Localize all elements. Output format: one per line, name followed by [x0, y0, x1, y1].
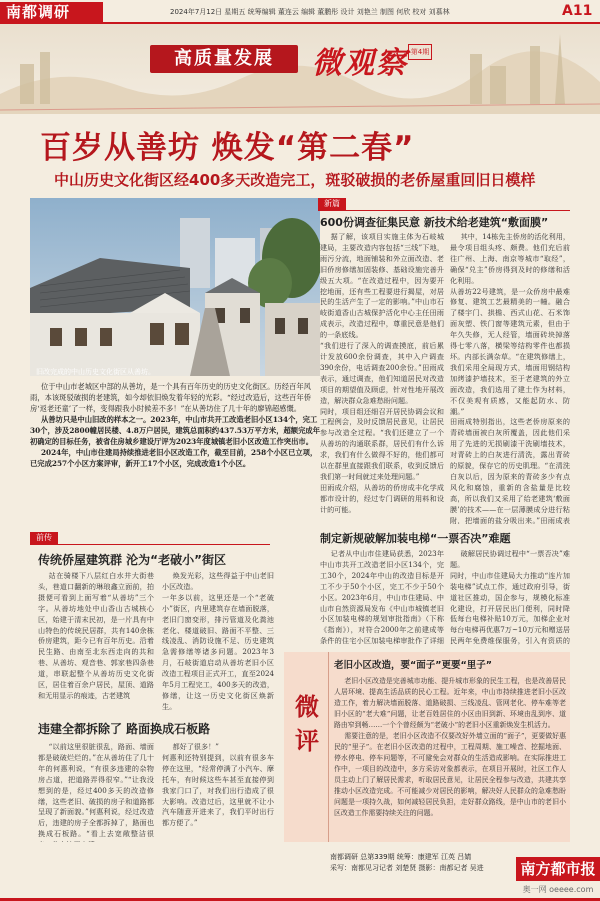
credit-line: 采写：南都见习记者 刘楚贤 摄影：南都记者 吴进: [330, 864, 484, 872]
article-text: 破解居民协调过程中“一票否决”难题。 同时，中山市住建局大力推动“连片加装电梯”试点工作，通过政府引导，街道社区推动，国企参与，规模化标准化建设，打开居民出门便利，同时降低每台电梯补贴10万元，加梯企业对每台电梯再优惠7万~10万元和赠送居民两年免费维保服务，引入有资质的: [450, 549, 570, 646]
footer-credits: [330, 852, 510, 874]
headline: 百岁从善坊 焕发“第二春”: [40, 130, 415, 166]
commentary-body: [334, 676, 566, 819]
article-text: 焕发光彩，这些得益于中山老旧小区改造。 一年多以前，这里还是一个“老破小”街区，内里建筑存在墙面脱落，老旧门窗变形，排污管道及化粪池老化、楼道破旧、路面不平整、三线凌乱、消防设施不足、历史建筑急需修缮等诸多问题。2023年3月，石岐街道启动从善坊老旧小区改造工程项目正式开工，直至2024年5月工程完工，400多天的改造，修缮，让这一历史文化街区焕新生。: [162, 571, 274, 711]
commentary-paragraph: 老旧小区改造是完善城市功能、提升城市形象的民生工程，也是改善居民人居环境、提高生活品质的民心工程。近年来，中山市持续推进老旧小区改造工作，着力解决墙面脱落、道路破损、三线凌乱、管网老化、停车难等老旧小区的“老大难”问题，让老百姓居住的小区由旧到新、环境由乱到序、道路由窄到畅……一个个曾经颇为“老破小”的老旧小区重新焕发生机活力。: [334, 677, 566, 729]
commentary-label: 微评: [295, 692, 319, 755]
article-column: [320, 232, 444, 524]
intro-paragraph: 从善坊只是中山旧改的样本之一。2023年，中山市共开工改造老旧小区134个，完工30个，涉及2800幢居民楼、4.8万户居民，建筑总面积约437.53万平方米，超额完成年初确定的目标任务，被省住房城乡建设厅评为2023年度城镇老旧小区改造工作突出市。: [30, 415, 320, 446]
article-column: [38, 742, 154, 842]
section-tag: 南都调研: [0, 2, 103, 22]
street-photo: [30, 198, 320, 376]
section-tag-qianchuan: 前传: [30, 532, 58, 544]
article-column: [450, 232, 570, 524]
commentary-title: 老旧小区改造，要“面子”更要“里子”: [334, 660, 492, 671]
article-text: 都好了很多！” 何惠利还特别提到，以前有很多车停在这里，“经常停满了小汽车、摩托车，有时候这些车甚至直接停到我家门口了，对我们出行造成了很大影响。改造过后，这里就不让小汽车随意开进来了，我们平时出行都方便了。”: [162, 742, 274, 828]
section-rule: [318, 210, 570, 211]
article-text: 其中，14栋先主侨房的活化利用，最令项目组头疼、颇费。他们充后前往广州、上海、南京等城市“取经”，确保“兑主”侨房得到及时的修缮和活化利用。 从善坊22号建筑，是一众侨房中最难修复、建筑工艺最精美的一幢。融合了楼宇门、拱檐、西式山花、石米饰面灰塑、铁门窗等建筑元素，但由于年久失修，无人经管，墙面砖块掉落得七零八落，横梁等结构零件也都损坏。内部长满杂草。“在建筑修缮上，我们采用全局现方式，墙面用钢结构加烤漆护墙技术，至于老建筑的外立面改造，我们选用了建土作为材料，不仅美观有质感，又能起防水、防潮。” 田雨成特别指出，这些老侨房原来的青砖墙面被白灰所覆盖，因此他们采用了先进的无损刷漆干洗刷墙技术，对青砖上的白灰进行清洗，露出青砖的原貌，保存它的历史肌理。“在清洗白灰以后，因为原来的青砖多少有点风化和腐蚀，重新的含盐量是比较高，所以我们又采用了给老建筑‘敷面膜’的技术——在一层薄膜成分进行粘附，把墙面的盐分吸出来。”田雨成表: [450, 232, 570, 524]
banner-skyline-illustration: [0, 24, 600, 114]
page-number: A11: [562, 3, 593, 19]
subheadline: 中山历史文化街区经400多天改造完工，斑驳破损的老侨屋重回旧日模样: [54, 171, 536, 189]
commentary-paragraph: 需要注意的是，老旧小区改造不仅要改好外墙立面的“面子”，更要做好惠民的“里子”。在老旧小区改造的过程中，工程周期、施工噪音、挖掘地面、停水停电、停车问题等，不可避免会对群众的生活造成影响。在实际推进工作中，一项目的改造中，多方采访对象都表示，在项目开展时，社区工作人员主动上门了解居民需求，听取居民意见，让居民全程参与改造，共建共享推动小区改造完成。不可能减少对居民的影响，解决好人民群众的急难愁盼问题是一项持久战，如何减轻居民负担，走好群众路线，是中山市的老旧小区改造工作需要持续关注的问题。: [334, 732, 566, 817]
banner: [0, 24, 600, 114]
article-title-mechanism: 制定新规破解加装电梯“一票否决”难题: [320, 532, 511, 545]
intro-paragraph: 2024年，中山市住建局持续推进老旧小区改造工作，截至目前，258个小区已立项，已完成257个小区方案评审，新开工17个小区，完成改造1个小区。: [30, 448, 318, 468]
article-column: [38, 571, 154, 719]
site-watermark: 奥一网 oeeee.com: [522, 885, 594, 894]
article-text: “以前这里很脏很乱，路面、墙面都是破破烂烂的。”在从善坊住了几十年的何惠利说，“有很多违建的杂物房占道，把道路弄得很窄。”“让我没想到的是，经过400多天的改造修缮，这些老旧、破损的房子和道路都呈现了新面貌。”何惠利说，经过改造后，违建的房子全都拆掉了，路面也换成石板路。“看上去宽敞整洁很: [38, 742, 154, 839]
newspaper-logo: 南方都市报: [516, 857, 600, 881]
article-title-xinpian: 600份调查征集民意 新技术给老建筑“敷面膜”: [320, 216, 549, 229]
article-title-qianchuan: 传统侨屋建筑群 沦为“老破小”街区: [38, 553, 226, 567]
banner-label: 高质量发展: [150, 45, 298, 73]
intro-text: [30, 381, 320, 469]
edition-meta: 2024年7月12日 星期五 统筹编辑 董连云 编辑 董鹏彤 设计 刘艳兰 制图 何欣 校对 刘慕林: [170, 8, 450, 16]
section-rule: [30, 544, 270, 545]
article-text: 站在骑楼下八层红白水井大街巷头，巷道口翻新的琳琅鑫立面前，拍摄便可看到上面写着“从善坊”三个字。从善坊地处中山香山古城核心区，始建于清末民初，是一片具有中山特色的传统民居群，共有140余栋侨房建筑，距今已有百年历史。沿着民生路、由南至北东西走向的共和巷、从善坊、观音巷、郭家巷四条巷道，串联起整个从善坊历史文化街区，居住着百余户居民，屋顶、道路和无用显示的痕迹，古老建筑: [38, 571, 154, 700]
photo-caption: 旧改完成的中山历史文化街区从善坊。: [36, 368, 155, 376]
section-tag-xinpian: 新篇: [318, 198, 346, 210]
credit-line: 南都调研 总第339期 统筹：康建军 江英 吕婧: [330, 853, 472, 861]
banner-issue-badge: 第4期: [408, 44, 432, 60]
banner-script-title: 微观察: [312, 46, 408, 81]
article-column: [162, 742, 274, 842]
article-text: 记者从中山市住建局获悉，2023年中山市共开工改造老旧小区134个，完工30个，2024年中山的改造目标是开工不少于50个小区，完工不少于50个小区。2023年6月，中山市住建局、中山市自然资源局发布《中山市城镇老旧小区加装电梯的规划审批指南》（下称《指南》），对符合2000年之前建成等条件的住宅小区加装电梯审批作了详细: [320, 549, 444, 646]
article-column: [450, 549, 570, 647]
article-title-demolish: 违建全都拆除了 路面换成石板路: [38, 722, 211, 736]
intro-paragraph: 位于中山市老城区中部的从善坊，是一个具有百年历史的历史文化街区。历经百年风雨，本该斑驳破损的老建筑，如今却依旧焕发着年轻的光彩。“经过改造后，这些百年侨房‘返老还童’了一样，变得跟我小时候差不多！”在从善坊住了几十年的廖锦超感慨。: [30, 382, 312, 413]
article-column: [320, 549, 444, 647]
article-column: [162, 571, 274, 719]
article-text: 据了解，该项目实施主体为石岐城建局，主要改造内容包括“三线”下地，雨污分流，地面铺装和外立面改造、老旧侨房修缮加固装修、基础设施完善升级五大项。“在改造过程中，因为要开挖地面，还有些工程要进行揭屋，对居民的生活产生了一定的影响。”中山市石岐街道香山古城保护活化中心主任田雨成表示，改造过程中，尊重民意是他们的一条底线。 “我们进行了深入的调查摸底，前后累计发放600余份调查，其中入户调查390余份，电话调查200余份。”田雨成表示，通过调查，他们知道居民对改造项目的期望值及顾虑，针对性地开展改造，解决群众急难愁盼问题。 同时，项目组还细召开居民协调会议和工程例会，及时反馈居民意见，让居民参与改造全过程。“我们还建立了一个从善坊的沟通联系群，居民们有什么诉求，我们有什么做得不好的，他们都可以在群里直接跟我们联系，收到反馈后我们第一时间就过来处理问题。” 田雨成介绍，从善坊的侨房成丰化学成都市设计的，经过专门调研的用料和设计的可能。: [320, 232, 444, 514]
photo-illustration: [30, 198, 320, 376]
